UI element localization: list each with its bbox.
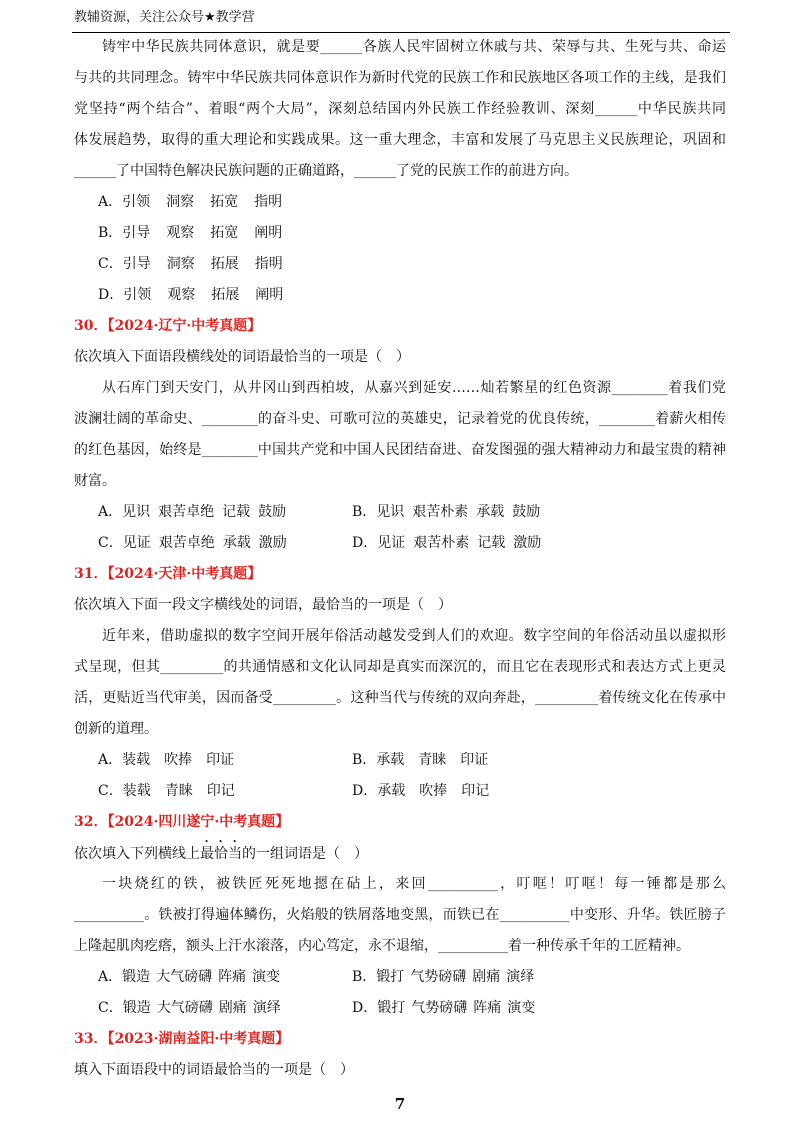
option-word: 引领 bbox=[123, 287, 152, 303]
option-label: B． bbox=[352, 969, 377, 985]
option-label: C． bbox=[98, 783, 123, 799]
stem-text: 依次填入下列横线上 bbox=[74, 846, 200, 862]
option-word: 吹捧 bbox=[419, 783, 448, 799]
option-word: 见识 bbox=[376, 504, 405, 520]
option-word: 鼓励 bbox=[512, 504, 541, 520]
passage-line: 与共的共同理念。铸牢中华民族共同体意识作为新时代党的民族工作和民族地区各项工作的主线，是我们 bbox=[74, 70, 726, 86]
passage-line: 财富。 bbox=[74, 473, 116, 489]
options-row bbox=[74, 528, 726, 559]
option-word: 剧痛 bbox=[472, 969, 501, 985]
option-word: 记载 bbox=[222, 504, 251, 520]
stem-emphasis: 最恰当 bbox=[200, 846, 242, 862]
option-word: 艰苦朴素 bbox=[413, 535, 470, 551]
option-word: 引领 bbox=[122, 194, 151, 210]
question-stem: 填入下面语段中的词语最恰当的一项是（ ） bbox=[74, 1062, 354, 1078]
passage-line: ______了中国特色解决民族问题的正确道路，______了党的民族工作的前进方向。 bbox=[74, 163, 578, 179]
passage-line: 创新的道理。 bbox=[74, 721, 158, 737]
option-word: 洞察 bbox=[166, 256, 195, 272]
passage-line: 活，更贴近当代审美，因而备受_________。这种当代与传统的双向奔赴，_________着传统文化在传承中 bbox=[74, 690, 726, 706]
option-word: 指明 bbox=[254, 256, 283, 272]
option-word: 锻造 bbox=[122, 1000, 151, 1016]
option-word: 青睐 bbox=[164, 783, 193, 799]
option-d bbox=[98, 280, 352, 311]
question-32 bbox=[74, 807, 726, 1024]
option-label: A． bbox=[98, 969, 123, 985]
option-label: C． bbox=[98, 1000, 123, 1016]
option-word: 见证 bbox=[377, 535, 406, 551]
option-word: 锻造 bbox=[122, 969, 151, 985]
option-word: 记载 bbox=[477, 535, 506, 551]
option-label: D． bbox=[352, 783, 378, 799]
option-word: 阵痛 bbox=[218, 969, 247, 985]
passage-line: 党坚持“两个结合”、着眼“两个大局”，深刻总结国内外民族工作经验教训、深刻______中华民族共同 bbox=[74, 101, 726, 117]
option-label: B． bbox=[98, 225, 123, 241]
option-a bbox=[98, 745, 352, 776]
option-word: 观察 bbox=[167, 287, 196, 303]
option-word: 气势磅礴 bbox=[410, 969, 467, 985]
option-word: 大气磅礴 bbox=[156, 1000, 213, 1016]
option-word: 见识 bbox=[122, 504, 151, 520]
question-30 bbox=[74, 311, 726, 559]
option-word: 剧痛 bbox=[218, 1000, 247, 1016]
option-word: 拓宽 bbox=[210, 194, 239, 210]
options-row bbox=[74, 280, 726, 311]
passage-line: 体发展趋势，取得的重大理论和实践成果。这一重大理念，丰富和发展了马克思主义民族理论，巩固和 bbox=[74, 132, 726, 148]
question-stem: 依次填入下面一段文字横线处的词语，最恰当的一项是（ ） bbox=[74, 597, 452, 613]
question-stem: 依次填入下面语段横线处的词语最恰当的一项是（ ） bbox=[74, 349, 410, 365]
options-row bbox=[74, 249, 726, 280]
passage-line: 从石库门到天安门，从井冈山到西柏坡，从嘉兴到延安……灿若繁星的红色资源________着我们党 bbox=[102, 380, 726, 396]
option-word: 阐明 bbox=[255, 287, 284, 303]
option-label: A． bbox=[98, 194, 123, 210]
option-word: 演绎 bbox=[506, 969, 535, 985]
option-word: 承载 bbox=[476, 504, 505, 520]
stem-text: 的一组词语是（ ） bbox=[242, 846, 368, 862]
question-number: 30． bbox=[74, 318, 108, 334]
option-word: 观察 bbox=[166, 225, 195, 241]
option-a bbox=[98, 497, 352, 528]
passage-line: __________。铁被打得遍体鳞伤，火焰般的铁屑落地变黑，而铁已在__________中变形、升华。铁匠膀子 bbox=[74, 907, 726, 923]
option-word: 艰苦卓绝 bbox=[158, 504, 215, 520]
option-word: 锻打 bbox=[377, 1000, 406, 1016]
option-word: 见证 bbox=[122, 535, 151, 551]
options-row bbox=[74, 187, 726, 218]
option-b bbox=[98, 218, 352, 249]
option-word: 鼓励 bbox=[258, 504, 287, 520]
option-word: 激励 bbox=[513, 535, 542, 551]
option-d bbox=[352, 528, 606, 559]
option-word: 装载 bbox=[122, 752, 151, 768]
option-word: 指明 bbox=[254, 194, 283, 210]
options-row bbox=[74, 745, 726, 776]
question-number: 32． bbox=[74, 814, 108, 830]
option-c bbox=[98, 249, 352, 280]
options-row bbox=[74, 993, 726, 1024]
option-word: 印证 bbox=[460, 752, 489, 768]
page-content bbox=[74, 32, 726, 1086]
option-label: B． bbox=[352, 752, 377, 768]
question-number: 31． bbox=[74, 566, 108, 582]
option-c bbox=[98, 528, 352, 559]
option-a bbox=[98, 962, 352, 993]
option-b bbox=[352, 962, 606, 993]
option-d bbox=[352, 993, 606, 1024]
option-label: A． bbox=[98, 504, 123, 520]
option-word: 演变 bbox=[507, 1000, 536, 1016]
option-label: C． bbox=[98, 256, 123, 272]
option-word: 吹捧 bbox=[164, 752, 193, 768]
passage-line: 的红色基因，始终是________中国共产党和中国人民团结奋进、奋发图强的强大精神动力和最宝贵的精神 bbox=[74, 442, 726, 458]
option-word: 印记 bbox=[461, 783, 490, 799]
option-word: 艰苦朴素 bbox=[412, 504, 469, 520]
option-label: A． bbox=[98, 752, 123, 768]
passage-line: 一块烧红的铁，被铁匠死死地摁在砧上，来回__________，叮哐！叮哐！每一锤都是那么 bbox=[102, 876, 726, 892]
option-word: 拓宽 bbox=[210, 225, 239, 241]
option-c bbox=[98, 776, 352, 807]
question-31 bbox=[74, 559, 726, 807]
page-header-title: 教辅资源，关注公众号★教学营 bbox=[74, 10, 255, 25]
options-row bbox=[74, 218, 726, 249]
option-word: 演变 bbox=[252, 969, 281, 985]
question-source: 【2024·辽宁·中考真题】 bbox=[107, 318, 262, 334]
question-number: 33． bbox=[74, 1031, 108, 1047]
passage-line: 式呈现，但其_________的共通情感和文化认同却是真实而深沉的，而且它在表现形式和表达方式上更灵 bbox=[74, 659, 726, 675]
option-word: 阐明 bbox=[254, 225, 283, 241]
option-word: 大气磅礴 bbox=[156, 969, 213, 985]
question-source: 【2024·四川遂宁·中考真题】 bbox=[107, 814, 290, 830]
option-word: 印记 bbox=[206, 783, 235, 799]
option-word: 承载 bbox=[376, 752, 405, 768]
question-heading bbox=[74, 559, 726, 590]
options-row bbox=[74, 962, 726, 993]
option-label: B． bbox=[352, 504, 377, 520]
passage-line: 近年来，借助虚拟的数字空间开展年俗活动越发受到人们的欢迎。数字空间的年俗活动虽以虚拟形 bbox=[102, 628, 726, 644]
option-word: 洞察 bbox=[166, 194, 195, 210]
options-row bbox=[74, 497, 726, 528]
option-word: 装载 bbox=[122, 783, 151, 799]
question-continued bbox=[74, 32, 726, 311]
question-heading bbox=[74, 807, 726, 838]
page-number: 7 bbox=[394, 1095, 406, 1113]
option-label: D． bbox=[352, 535, 378, 551]
option-word: 锻打 bbox=[376, 969, 405, 985]
options-row bbox=[74, 776, 726, 807]
option-word: 引导 bbox=[122, 256, 151, 272]
question-heading bbox=[74, 311, 726, 342]
option-word: 拓展 bbox=[210, 256, 239, 272]
option-a bbox=[98, 187, 352, 218]
option-word: 拓展 bbox=[211, 287, 240, 303]
option-word: 激励 bbox=[258, 535, 287, 551]
passage-line: 波澜壮阔的革命史、________的奋斗史、可歌可泣的英雄史，记录着党的优良传统，________着薪火相传 bbox=[74, 411, 726, 427]
passage-line: 上隆起肌肉疙瘩，额头上汗水滚落，内心笃定，永不退缩，__________着一种传承千年的工匠精神。 bbox=[74, 938, 690, 954]
question-source: 【2023·湖南益阳·中考真题】 bbox=[107, 1031, 290, 1047]
option-label: D． bbox=[352, 1000, 378, 1016]
option-c bbox=[98, 993, 352, 1024]
option-word: 印证 bbox=[206, 752, 235, 768]
option-word: 艰苦卓绝 bbox=[158, 535, 215, 551]
option-word: 气势磅礴 bbox=[411, 1000, 468, 1016]
question-heading bbox=[74, 1024, 726, 1055]
option-label: C． bbox=[98, 535, 123, 551]
option-word: 承载 bbox=[377, 783, 406, 799]
option-b bbox=[352, 745, 606, 776]
option-word: 承载 bbox=[222, 535, 251, 551]
question-stem bbox=[74, 838, 726, 869]
option-b bbox=[352, 497, 606, 528]
option-word: 青睐 bbox=[418, 752, 447, 768]
option-label: D． bbox=[98, 287, 124, 303]
option-d bbox=[352, 776, 606, 807]
question-source: 【2024·天津·中考真题】 bbox=[107, 566, 262, 582]
option-word: 演绎 bbox=[252, 1000, 281, 1016]
passage-line: 铸牢中华民族共同体意识，就是要______各族人民牢固树立休戚与共、荣辱与共、生死与共、命运 bbox=[102, 39, 726, 55]
question-33 bbox=[74, 1024, 726, 1086]
option-word: 引导 bbox=[122, 225, 151, 241]
option-word: 阵痛 bbox=[473, 1000, 502, 1016]
